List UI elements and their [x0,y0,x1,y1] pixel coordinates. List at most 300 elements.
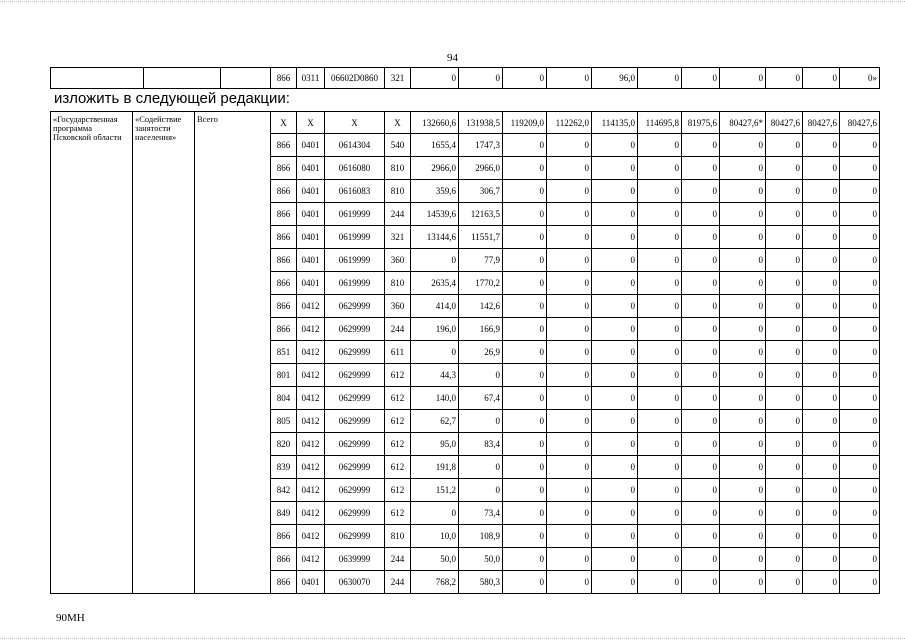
row-value: 0 [682,571,720,594]
row-gr: 866 [271,525,297,548]
row-value: 0 [638,157,682,180]
row-value: 0 [592,249,638,272]
row-vr: 612 [385,387,411,410]
row-value: 0 [840,502,880,525]
row-value: 0 [766,226,803,249]
row-value: 0 [682,203,720,226]
row-value: 0 [638,295,682,318]
row-value: 0 [720,295,766,318]
row-cs: 0629999 [325,318,385,341]
row-vr: 244 [385,571,411,594]
row-cs: 0629999 [325,410,385,433]
row-value: 0 [638,226,682,249]
prev-value: 0 [720,68,766,89]
row-value: 0 [803,479,840,502]
row-cs: 0630070 [325,571,385,594]
row-value: 0 [592,157,638,180]
row-gr: 866 [271,548,297,571]
row-rz: 0401 [297,203,325,226]
row-value: 0 [840,364,880,387]
row-value: 0 [766,502,803,525]
row-rz: 0412 [297,295,325,318]
row-value: 0 [503,479,547,502]
scan-edge-bottom [0,638,905,639]
total-value: 112262,0 [547,112,592,134]
header-vr: X [385,112,411,134]
page-number: 94 [447,52,458,64]
row-value: 0 [638,341,682,364]
row-value: 1747,3 [459,134,503,157]
row-cs: 0639999 [325,548,385,571]
row-value: 191,8 [411,456,459,479]
program-name: «Государственная программа Псковской области [51,112,133,594]
row-value: 0 [503,272,547,295]
row-value: 0 [503,157,547,180]
row-value: 0 [503,249,547,272]
row-value: 0 [803,456,840,479]
prev-col3 [221,68,271,89]
row-cs: 0619999 [325,226,385,249]
row-vr: 611 [385,341,411,364]
row-vr: 810 [385,525,411,548]
row-value: 0 [592,548,638,571]
row-value: 0 [720,525,766,548]
row-gr: 866 [271,180,297,203]
row-value: 0 [803,548,840,571]
row-rz: 0412 [297,318,325,341]
row-value: 0 [840,433,880,456]
row-value: 0 [682,364,720,387]
row-value: 0 [638,525,682,548]
prev-value: 0 [547,68,592,89]
row-gr: 804 [271,387,297,410]
row-value: 0 [592,180,638,203]
row-value: 0 [547,571,592,594]
row-value: 0 [803,226,840,249]
row-value: 0 [720,249,766,272]
row-rz: 0401 [297,157,325,180]
row-value: 0 [682,341,720,364]
row-value: 0 [638,272,682,295]
row-value: 0 [638,571,682,594]
row-vr: 612 [385,364,411,387]
row-vr: 540 [385,134,411,157]
row-value: 0 [547,410,592,433]
row-value: 0 [682,548,720,571]
prev-value: 0 [803,68,840,89]
row-value: 77,9 [459,249,503,272]
row-value: 0 [766,249,803,272]
row-gr: 801 [271,364,297,387]
row-value: 26,9 [459,341,503,364]
row-vr: 244 [385,318,411,341]
row-value: 0 [682,226,720,249]
row-value: 0 [720,548,766,571]
row-value: 0 [503,548,547,571]
row-rz: 0401 [297,134,325,157]
row-cs: 0629999 [325,502,385,525]
row-value: 0 [547,134,592,157]
row-cs: 0629999 [325,364,385,387]
row-value: 0 [547,456,592,479]
row-value: 768,2 [411,571,459,594]
row-cs: 0614304 [325,134,385,157]
row-value: 0 [803,318,840,341]
row-value: 0 [766,318,803,341]
row-value: 0 [503,203,547,226]
row-value: 0 [682,157,720,180]
row-value: 0 [840,410,880,433]
row-value: 0 [840,387,880,410]
total-value: 80427,6 [766,112,803,134]
row-gr: 851 [271,341,297,364]
total-value: 132660,6 [411,112,459,134]
row-value: 0 [840,571,880,594]
row-value: 2966,0 [459,157,503,180]
row-value: 0 [592,134,638,157]
row-value: 0 [547,272,592,295]
row-value: 0 [547,341,592,364]
row-cs: 0629999 [325,295,385,318]
row-rz: 0401 [297,571,325,594]
footer-code: 90МН [56,612,85,624]
scan-edge-top [0,1,905,2]
row-value: 67,4 [459,387,503,410]
row-vr: 612 [385,502,411,525]
row-value: 44,3 [411,364,459,387]
row-value: 0 [459,456,503,479]
row-value: 0 [840,548,880,571]
row-value: 0 [720,364,766,387]
row-value: 0 [547,387,592,410]
row-value: 0 [503,525,547,548]
row-value: 10,0 [411,525,459,548]
row-cs: 0629999 [325,387,385,410]
row-value: 0 [503,433,547,456]
prev-value: 96,0 [592,68,638,89]
row-value: 0 [766,341,803,364]
prev-col2 [144,68,221,89]
row-value: 0 [766,548,803,571]
row-value: 0 [840,226,880,249]
row-value: 0 [638,502,682,525]
row-gr: 849 [271,502,297,525]
row-value: 0 [766,479,803,502]
row-value: 0 [803,387,840,410]
row-value: 108,9 [459,525,503,548]
row-value: 50,0 [459,548,503,571]
row-value: 0 [720,571,766,594]
row-value: 0 [547,226,592,249]
row-value: 0 [638,548,682,571]
row-rz: 0412 [297,387,325,410]
row-vr: 360 [385,295,411,318]
row-vr: 360 [385,249,411,272]
row-value: 0 [682,502,720,525]
row-gr: 866 [271,157,297,180]
row-value: 0 [459,410,503,433]
row-value: 0 [547,548,592,571]
row-value: 0 [720,456,766,479]
row-value: 0 [766,180,803,203]
row-value: 0 [638,456,682,479]
prev-value: 0 [682,68,720,89]
row-gr: 820 [271,433,297,456]
row-vr: 810 [385,272,411,295]
row-value: 0 [638,180,682,203]
total-value: 119209,0 [503,112,547,134]
row-value: 0 [503,410,547,433]
row-gr: 866 [271,226,297,249]
row-value: 151,2 [411,479,459,502]
row-value: 0 [682,410,720,433]
row-value: 0 [720,387,766,410]
prev-vr: 321 [385,68,411,89]
row-value: 0 [592,203,638,226]
row-value: 0 [803,157,840,180]
row-value: 0 [766,364,803,387]
header-rz: X [297,112,325,134]
row-value: 0 [547,249,592,272]
row-value: 0 [592,295,638,318]
row-value: 14539,6 [411,203,459,226]
row-value: 0 [720,226,766,249]
row-gr: 866 [271,134,297,157]
row-rz: 0412 [297,502,325,525]
row-value: 0 [547,525,592,548]
row-gr: 866 [271,272,297,295]
row-value: 95,0 [411,433,459,456]
row-gr: 866 [271,295,297,318]
row-value: 0 [503,502,547,525]
row-value: 62,7 [411,410,459,433]
row-value: 0 [766,525,803,548]
row-rz: 0412 [297,456,325,479]
row-value: 0 [766,410,803,433]
row-value: 0 [803,203,840,226]
row-value: 140,0 [411,387,459,410]
row-gr: 866 [271,571,297,594]
row-value: 580,3 [459,571,503,594]
row-value: 0 [638,364,682,387]
row-value: 0 [503,295,547,318]
row-value: 0 [720,157,766,180]
row-value: 414,0 [411,295,459,318]
row-value: 1655,4 [411,134,459,157]
row-gr: 842 [271,479,297,502]
row-value: 0 [803,180,840,203]
subprogram-name: «Содействие занятости населения» [133,112,195,594]
row-value: 0 [638,387,682,410]
row-value: 0 [840,318,880,341]
row-value: 73,4 [459,502,503,525]
row-value: 0 [720,479,766,502]
prev-rz: 0311 [297,68,325,89]
row-value: 0 [592,226,638,249]
row-value: 0 [547,295,592,318]
row-value: 0 [682,433,720,456]
row-value: 0 [682,180,720,203]
total-value: 80427,6 [803,112,840,134]
row-gr: 866 [271,249,297,272]
row-value: 0 [411,502,459,525]
row-vr: 612 [385,410,411,433]
row-gr: 805 [271,410,297,433]
row-value: 0 [840,341,880,364]
main-table [50,111,880,594]
row-rz: 0401 [297,272,325,295]
row-value: 0 [682,295,720,318]
row-value: 0 [766,295,803,318]
row-rz: 0401 [297,180,325,203]
row-value: 0 [803,249,840,272]
row-value: 0 [682,525,720,548]
row-cs: 0629999 [325,341,385,364]
row-value: 1770,2 [459,272,503,295]
row-value: 0 [503,226,547,249]
row-gr: 866 [271,318,297,341]
row-value: 12163,5 [459,203,503,226]
row-cs: 0629999 [325,456,385,479]
row-value: 0 [503,456,547,479]
row-value: 0 [766,203,803,226]
row-value: 0 [503,571,547,594]
row-value: 0 [766,272,803,295]
row-vr: 810 [385,180,411,203]
row-value: 0 [682,134,720,157]
total-row [51,112,880,134]
row-rz: 0412 [297,548,325,571]
row-value: 166,9 [459,318,503,341]
total-label: Всего [195,112,271,594]
total-value: 131938,5 [459,112,503,134]
previous-table [50,67,880,89]
row-value: 0 [766,387,803,410]
row-value: 83,4 [459,433,503,456]
row-value: 359,6 [411,180,459,203]
row-value: 0 [547,203,592,226]
row-value: 0 [840,295,880,318]
row-value: 0 [638,203,682,226]
row-value: 0 [547,433,592,456]
total-value: 80427,6 [840,112,880,134]
row-value: 0 [766,433,803,456]
row-rz: 0412 [297,479,325,502]
prev-gr: 866 [271,68,297,89]
row-cs: 0616083 [325,180,385,203]
row-value: 0 [766,134,803,157]
row-cs: 0629999 [325,433,385,456]
row-value: 0 [547,502,592,525]
row-value: 0 [840,479,880,502]
row-value: 0 [459,479,503,502]
row-value: 0 [592,364,638,387]
row-value: 0 [803,134,840,157]
row-value: 0 [638,134,682,157]
row-value: 0 [840,249,880,272]
row-value: 0 [592,502,638,525]
row-value: 0 [766,456,803,479]
row-vr: 612 [385,479,411,502]
prev-value: 0 [503,68,547,89]
row-rz: 0401 [297,249,325,272]
row-rz: 0412 [297,364,325,387]
row-value: 0 [720,318,766,341]
row-value: 0 [720,502,766,525]
header-gr: X [271,112,297,134]
row-value: 0 [682,479,720,502]
row-value: 0 [803,364,840,387]
row-gr: 839 [271,456,297,479]
row-value: 0 [592,341,638,364]
row-value: 0 [638,479,682,502]
row-value: 0 [803,295,840,318]
row-value: 0 [547,318,592,341]
row-value: 0 [592,479,638,502]
row-value: 0 [803,433,840,456]
prev-cs: 06602D0860 [325,68,385,89]
row-value: 0 [503,180,547,203]
total-value: 80427,6* [720,112,766,134]
row-value: 0 [503,341,547,364]
row-cs: 0619999 [325,249,385,272]
total-value: 114135,0 [592,112,638,134]
row-value: 0 [720,203,766,226]
row-value: 0 [503,364,547,387]
amendment-heading: изложить в следующей редакции: [54,90,290,107]
total-value: 81975,6 [682,112,720,134]
prev-value: 0 [411,68,459,89]
row-value: 0 [840,203,880,226]
row-vr: 810 [385,157,411,180]
row-value: 0 [803,410,840,433]
row-vr: 244 [385,203,411,226]
row-value: 50,0 [411,548,459,571]
prev-value: 0 [459,68,503,89]
row-value: 0 [592,456,638,479]
total-value: 114695,8 [638,112,682,134]
row-value: 142,6 [459,295,503,318]
row-value: 0 [720,180,766,203]
row-rz: 0412 [297,410,325,433]
row-value: 0 [720,341,766,364]
row-vr: 612 [385,456,411,479]
row-value: 0 [803,525,840,548]
row-value: 2966,0 [411,157,459,180]
row-value: 0 [803,341,840,364]
row-value: 0 [682,249,720,272]
row-value: 0 [592,387,638,410]
row-value: 0 [638,318,682,341]
row-cs: 0619999 [325,272,385,295]
row-value: 0 [411,249,459,272]
row-value: 2635,4 [411,272,459,295]
row-gr: 866 [271,203,297,226]
row-value: 0 [547,364,592,387]
row-rz: 0412 [297,525,325,548]
row-value: 0 [503,134,547,157]
row-value: 0 [592,433,638,456]
row-value: 0 [459,364,503,387]
row-value: 0 [840,180,880,203]
row-value: 11551,7 [459,226,503,249]
row-value: 0 [803,502,840,525]
row-vr: 244 [385,548,411,571]
prev-value: 0» [840,68,880,89]
row-value: 0 [840,272,880,295]
row-value: 0 [592,571,638,594]
row-cs: 0616080 [325,157,385,180]
